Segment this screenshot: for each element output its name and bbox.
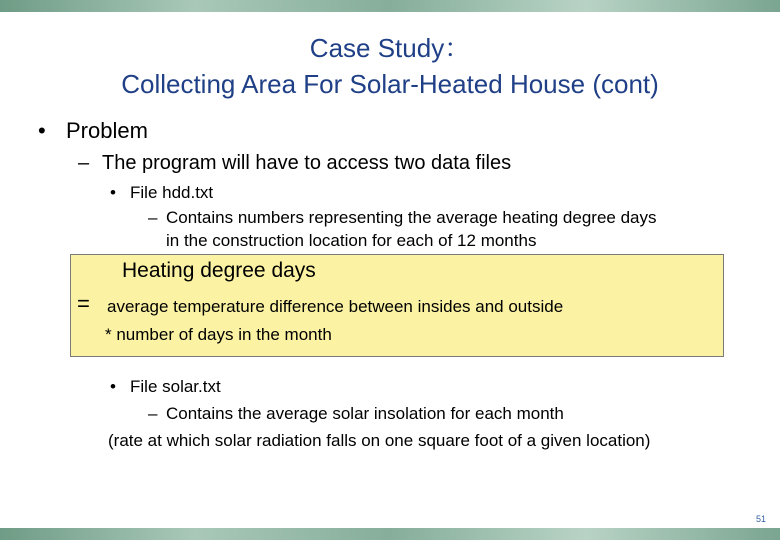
title-line-1: Case Study： (309, 33, 471, 63)
definition-term: Heating degree days (122, 259, 316, 282)
definition-line1: average temperature difference between insides and outside (107, 297, 564, 316)
sub-bullet-data-files: The program will have to access two data files (102, 152, 512, 174)
definition-line2: * number of days in the month (105, 325, 332, 344)
file1-desc-line1: Contains numbers representing the average heating degree days (166, 208, 657, 227)
page-number: 51 (755, 514, 766, 524)
file1-desc-marker: – (148, 208, 158, 227)
title-line-2: Collecting Area For Solar-Heated House (cont) (121, 69, 659, 99)
bottom-decorative-band (0, 528, 780, 540)
top-decorative-band (0, 0, 780, 12)
file2-desc-marker: – (148, 404, 158, 423)
slide-title (0, 30, 780, 102)
bullet-marker: • (38, 118, 46, 143)
dash-marker: – (78, 152, 90, 174)
definition-box (70, 254, 724, 357)
file2-desc-line1: Contains the average solar insolation for each month (166, 404, 564, 423)
equals-sign: = (77, 291, 90, 316)
bullet-problem: Problem (66, 118, 148, 143)
file1-marker: • (110, 183, 116, 202)
file2-marker: • (110, 377, 116, 396)
file1-desc-line2: in the construction location for each of 12 months (166, 231, 537, 250)
file2-name: File solar.txt (130, 377, 221, 396)
file2-desc-line2: (rate at which solar radiation falls on one square foot of a given location) (108, 431, 651, 450)
file1-name: File hdd.txt (130, 183, 214, 202)
